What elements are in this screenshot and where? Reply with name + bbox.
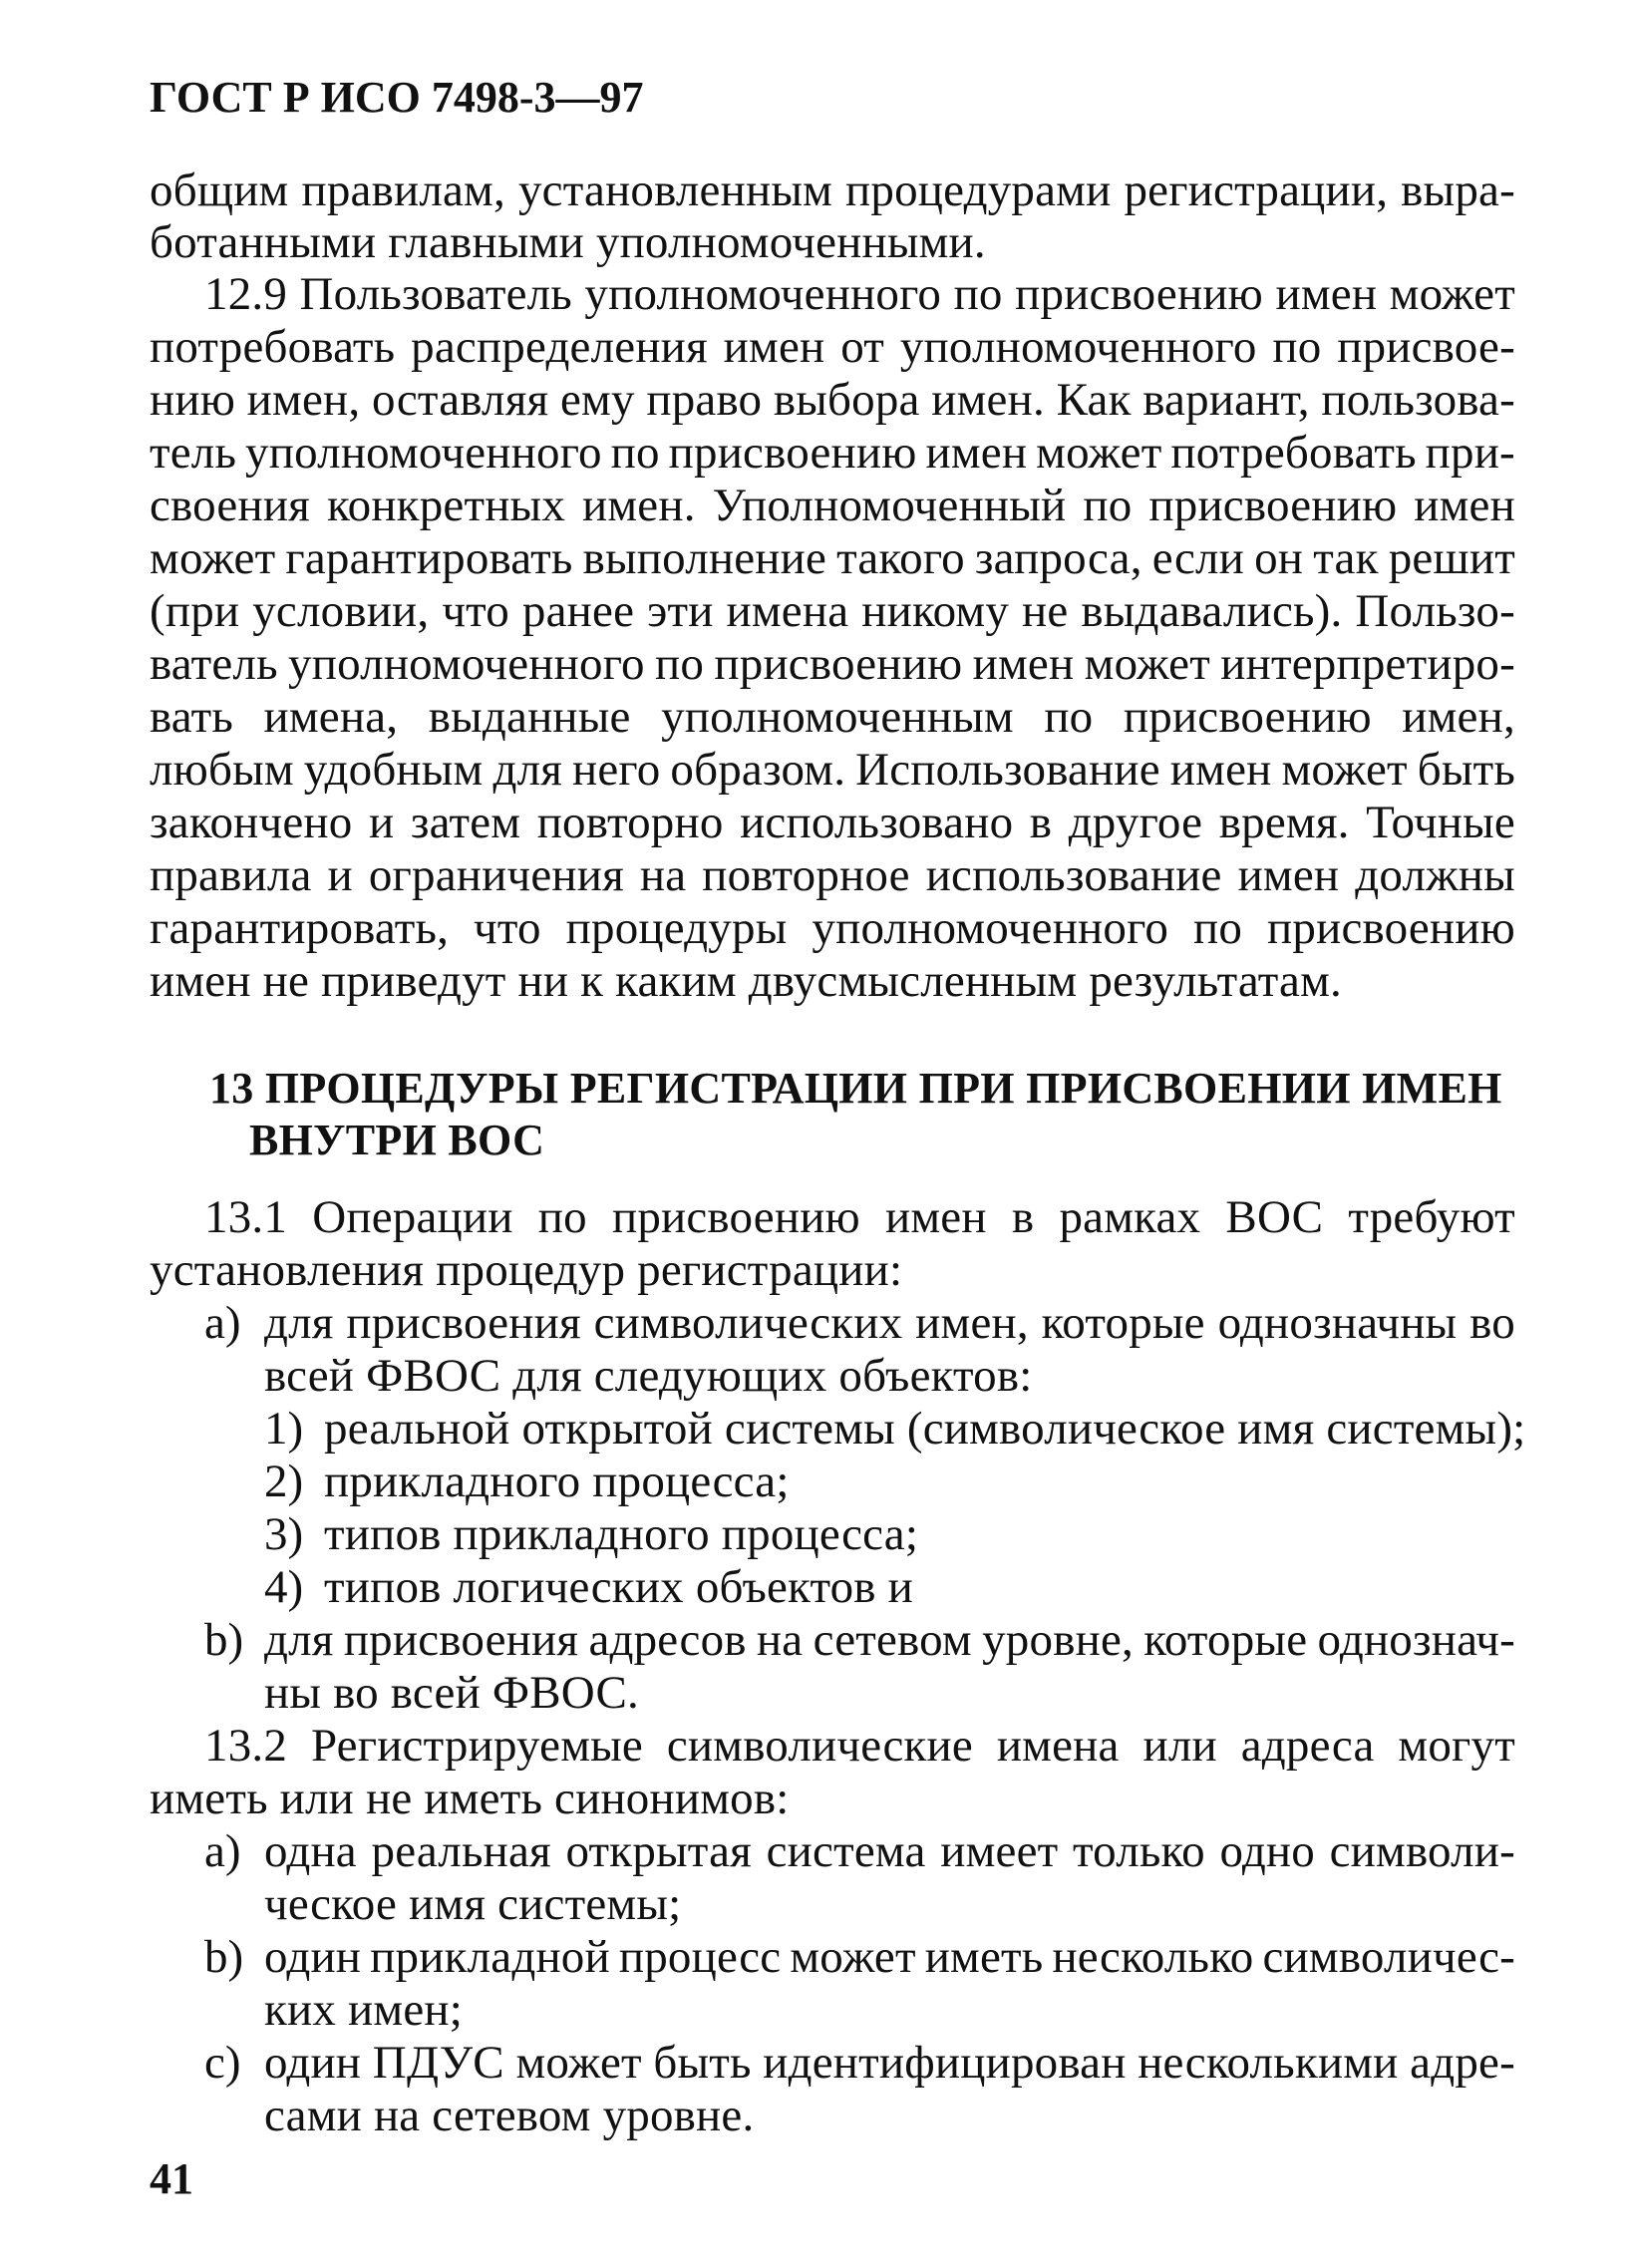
list-marker: b)	[204, 1931, 244, 1983]
word: для	[264, 1614, 334, 1666]
word: присвоению	[1123, 691, 1372, 743]
word: по	[655, 638, 705, 690]
word: гарантировать,	[150, 902, 450, 954]
text-line: сами на сетевом уровне.	[264, 2090, 755, 2141]
text-line	[150, 744, 1515, 796]
word: может	[515, 2037, 642, 2089]
word: решит	[1388, 532, 1515, 584]
word: гарантировать	[285, 532, 573, 584]
word: Пользователь	[299, 268, 572, 320]
word: символи-	[1329, 1825, 1515, 1877]
word: процедуры	[565, 902, 788, 954]
word: выбора	[773, 374, 920, 426]
word: он	[1254, 532, 1304, 584]
word: уполномоченного	[584, 268, 942, 320]
word: имен,	[246, 374, 361, 426]
word: 12.9	[204, 268, 288, 320]
word: не	[1021, 585, 1069, 637]
word: ВОС	[1225, 1191, 1324, 1243]
word: может	[150, 532, 276, 584]
word: потребовать	[150, 321, 396, 373]
word: может	[790, 1931, 916, 1983]
text-line	[150, 849, 1515, 901]
word: такого	[836, 532, 965, 584]
word: другое	[1068, 797, 1203, 848]
word: в	[1029, 797, 1053, 848]
text-line: типов логических объектов и	[324, 1561, 913, 1613]
word: сетевом	[813, 1614, 972, 1666]
word: нию	[150, 374, 236, 426]
word: имен,	[1402, 691, 1515, 743]
text-line	[204, 1191, 1515, 1243]
word: использование	[925, 849, 1222, 901]
word: быть	[1417, 744, 1515, 796]
word: открытая	[565, 1825, 752, 1877]
word: него	[572, 744, 661, 796]
word: ПДУС	[372, 2037, 504, 2089]
word: или	[1142, 1720, 1217, 1772]
text-line: ны во всей ФВОС.	[264, 1667, 640, 1719]
word: своения	[150, 480, 310, 531]
page-number: 41	[150, 2154, 193, 2203]
text-line: реальной открытой системы (символическое имя системы);	[324, 1403, 1526, 1455]
word: в	[1011, 1191, 1035, 1243]
word: реальная	[371, 1825, 551, 1877]
text-line	[150, 691, 1515, 743]
text-line	[264, 2037, 1515, 2089]
text-line	[150, 321, 1515, 373]
word: символических	[593, 1297, 903, 1349]
word: идентифицирован	[763, 2037, 1127, 2089]
word: 13.2	[204, 1720, 288, 1772]
word: условии,	[252, 585, 430, 637]
text-line: ческое имя системы;	[264, 1878, 682, 1930]
word: от	[840, 321, 885, 373]
word: имен,	[915, 1297, 1029, 1349]
section-heading-line: 13 ПРОЦЕДУРЫ РЕГИСТРАЦИИ ПРИ ПРИСВОЕНИИ ИМЕН	[209, 1064, 1502, 1113]
word: ограничения	[368, 849, 624, 901]
word: ватель	[150, 638, 278, 690]
word: что	[474, 902, 541, 954]
word: выполнение	[582, 532, 827, 584]
word: однознач-	[1317, 1614, 1515, 1666]
word: имен	[925, 427, 1028, 479]
list-marker: 3)	[264, 1508, 304, 1560]
word: никому	[861, 585, 1010, 637]
word: Точные	[1366, 797, 1515, 848]
word: эти	[647, 585, 714, 637]
word: правила	[150, 849, 312, 901]
word: только	[1073, 1825, 1205, 1877]
text-line	[264, 1825, 1515, 1877]
word: присвоению	[668, 427, 917, 479]
word: которые	[1143, 1614, 1308, 1666]
word: адреса	[1240, 1720, 1375, 1772]
word: по	[1044, 691, 1094, 743]
word: правилам,	[301, 164, 505, 216]
list-marker: 1)	[264, 1403, 304, 1455]
word: Пользо-	[1355, 585, 1515, 637]
word: Использование	[855, 744, 1160, 796]
word: может	[1084, 638, 1210, 690]
word: прикладной	[370, 1931, 610, 1983]
word: образом.	[670, 744, 846, 796]
word: запроса,	[974, 532, 1142, 584]
word: присвоению	[611, 1191, 860, 1243]
word: любым	[150, 744, 294, 796]
word: присвоению	[1148, 480, 1398, 531]
word: символические	[666, 1720, 973, 1772]
word: могут	[1398, 1720, 1515, 1772]
word: если	[1151, 532, 1245, 584]
word: и	[368, 797, 395, 848]
word: которые	[1041, 1297, 1205, 1349]
word: уполномоченного	[899, 321, 1257, 373]
text-line	[264, 1614, 1515, 1666]
word: потребовать	[1170, 427, 1417, 479]
word: оставляя	[371, 374, 549, 426]
word: имен	[1414, 480, 1515, 531]
word: Как	[1056, 374, 1132, 426]
text-line	[264, 1297, 1515, 1349]
word: по	[537, 1191, 587, 1243]
page-header: ГОСТ Р ИСО 7498-3—97	[150, 73, 644, 122]
word: требуют	[1348, 1191, 1515, 1243]
word: закончено	[150, 797, 353, 848]
word: имена	[726, 585, 849, 637]
list-marker: 2)	[264, 1456, 304, 1507]
text-line	[150, 585, 1515, 637]
word: уполномоченного	[288, 638, 645, 690]
word: интерпретиро-	[1220, 638, 1515, 690]
text-line	[150, 797, 1515, 848]
word: может	[1389, 268, 1515, 320]
word: уровне,	[982, 1614, 1134, 1666]
word: несколько	[1052, 1931, 1254, 1983]
word: может	[1036, 427, 1162, 479]
word: ранее	[521, 585, 635, 637]
text-line	[150, 427, 1515, 479]
word: по	[1083, 480, 1133, 531]
word: вариант,	[1142, 374, 1310, 426]
word: адресов	[588, 1614, 747, 1666]
word: по	[610, 427, 660, 479]
word: вать	[150, 691, 233, 743]
word: выданные	[428, 691, 631, 743]
word: может	[1281, 744, 1408, 796]
word: присвоения	[343, 1614, 579, 1666]
word: время.	[1218, 797, 1350, 848]
text-line	[150, 480, 1515, 531]
text-line: имен не приведут ни к каким двусмысленным результатам.	[150, 955, 1342, 1007]
word: по	[1193, 902, 1243, 954]
text-line	[204, 268, 1515, 320]
word: выра-	[1401, 164, 1515, 216]
word: повторное	[702, 849, 910, 901]
word: при-	[1425, 427, 1515, 479]
word: повторно	[536, 797, 724, 848]
word: должны	[1355, 849, 1515, 901]
word: присвоения	[346, 1297, 581, 1349]
word: имен	[1169, 744, 1272, 796]
list-marker: а)	[204, 1297, 241, 1349]
word: символичес-	[1262, 1931, 1515, 1983]
word: конкретных	[326, 480, 566, 531]
word: и	[327, 849, 353, 901]
text-line	[264, 1931, 1515, 1983]
text-line	[204, 1720, 1515, 1772]
text-line	[150, 638, 1515, 690]
word: имен	[972, 638, 1075, 690]
word: имен.	[582, 480, 696, 531]
word: уполномоченного	[812, 902, 1169, 954]
text-line: ких имен;	[264, 1984, 464, 2036]
word: ему	[560, 374, 635, 426]
word: по	[1272, 321, 1322, 373]
word: право	[646, 374, 763, 426]
word: Операции	[312, 1191, 513, 1243]
text-line: установления процедур регистрации:	[150, 1244, 903, 1296]
word: регистрации,	[1124, 164, 1389, 216]
word: присвоению	[1267, 902, 1515, 954]
text-line	[150, 374, 1515, 426]
text-line: прикладного процесса;	[324, 1456, 790, 1507]
text-line: ботанными главными уполномоченными.	[150, 216, 986, 268]
word: так	[1313, 532, 1379, 584]
text-line: всей ФВОС для следующих объектов:	[264, 1350, 1033, 1402]
list-marker: 4)	[264, 1561, 304, 1613]
word: присвоению	[1015, 268, 1263, 320]
word: установленным	[517, 164, 833, 216]
text-line	[150, 902, 1515, 954]
word: процесс	[618, 1931, 782, 1983]
word: одна	[264, 1825, 357, 1877]
list-marker: с)	[204, 2037, 241, 2089]
text-line: типов прикладного процесса;	[324, 1508, 919, 1560]
text-line	[150, 164, 1515, 216]
word: по	[953, 268, 1003, 320]
word: уполномоченного	[245, 427, 602, 479]
word: имена	[996, 1720, 1120, 1772]
word: имен	[885, 1191, 987, 1243]
word: на	[639, 849, 687, 901]
word: Уполномоченный	[712, 480, 1067, 531]
word: имен.	[931, 374, 1045, 426]
word: общим	[150, 164, 289, 216]
word: использовано	[740, 797, 1014, 848]
word: однозначны	[1217, 1297, 1458, 1349]
word: во	[1469, 1297, 1515, 1349]
word: один	[264, 2037, 362, 2089]
word: рамках	[1059, 1191, 1201, 1243]
word: несколькими	[1138, 2037, 1399, 2089]
word: для	[492, 744, 563, 796]
word: присвоению	[714, 638, 963, 690]
word: уполномоченным	[661, 691, 1014, 743]
word: процедурами	[845, 164, 1112, 216]
word: (при	[150, 585, 240, 637]
word: адре-	[1410, 2037, 1515, 2089]
word: иметь	[924, 1931, 1044, 1983]
word: имен	[723, 321, 825, 373]
list-marker: а)	[204, 1825, 241, 1877]
word: удобным	[303, 744, 484, 796]
word: тель	[150, 427, 237, 479]
word: один	[264, 1931, 362, 1983]
word: выдавались).	[1081, 585, 1343, 637]
word: на	[756, 1614, 804, 1666]
word: одно	[1219, 1825, 1315, 1877]
word: система	[766, 1825, 926, 1877]
word: быть	[653, 2037, 752, 2089]
word: имена,	[263, 691, 399, 743]
word: что	[442, 585, 509, 637]
word: имен	[1237, 849, 1340, 901]
word: Регистрируемые	[310, 1720, 643, 1772]
word: распределения	[411, 321, 708, 373]
word: затем	[410, 797, 521, 848]
list-marker: b)	[204, 1614, 244, 1666]
word: имеет	[940, 1825, 1059, 1877]
word: для	[264, 1297, 334, 1349]
word: присвое-	[1337, 321, 1515, 373]
word: 13.1	[204, 1191, 288, 1243]
text-line: иметь или не иметь синонимов:	[150, 1773, 790, 1824]
word: пользова-	[1321, 374, 1515, 426]
word: имен	[1275, 268, 1378, 320]
section-heading-line: ВНУТРИ ВОС	[249, 1116, 545, 1164]
text-line	[150, 532, 1515, 584]
